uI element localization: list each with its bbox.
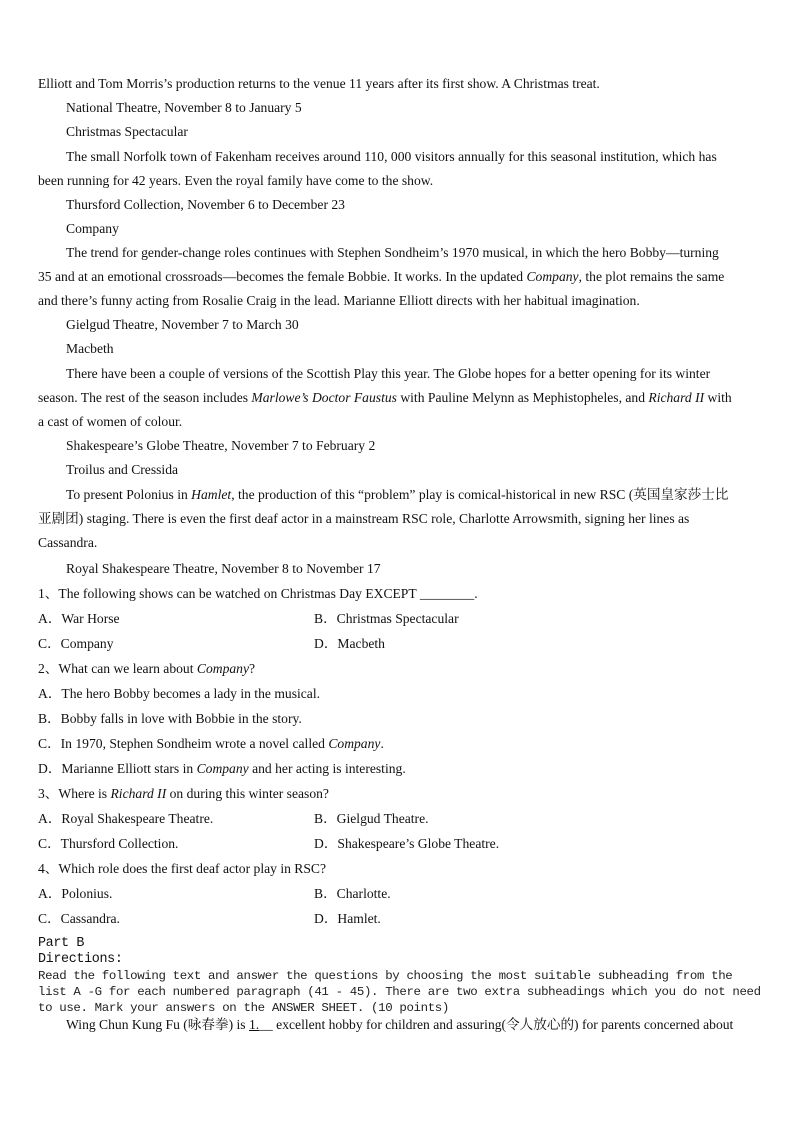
show-venue: National Theatre, November 8 to January 5 [66,100,302,115]
italic-title: Company [196,761,249,776]
passage-line: and there’s funny acting from Rosalie Craig in the lead. Marianne Elliott directs with her habitual imagination. [38,293,640,308]
italic-title: Hamlet [191,487,232,502]
italic-title: Company [328,736,381,751]
q3-option-b: B．Gielgud Theatre. [314,811,429,826]
passage-line: been running for 42 years. Even the royal family have come to the show. [38,173,434,188]
text: , the plot remains the same [578,269,725,284]
text: ? [249,661,256,676]
show-title: Macbeth [66,341,114,356]
text: 2、What can we learn about [38,661,197,676]
show-title: Christmas Spectacular [66,124,188,139]
italic-title: Marlowe’s Doctor Faustus [251,390,397,405]
text: season. The rest of the season includes [38,390,252,405]
q2-option-a: A．The hero Bobby becomes a lady in the musical. [38,686,320,701]
question-2-stem [38,661,255,677]
italic-title: Company [526,269,579,284]
passage-line [66,487,728,503]
part-b-heading: Part B [38,936,85,951]
q2-option-b: B．Bobby falls in love with Bobbie in the story. [38,711,302,726]
q1-option-a: A．War Horse [38,611,120,626]
show-venue: Royal Shakespeare Theatre, November 8 to November 17 [66,561,381,576]
show-title: Company [66,221,119,236]
q3-option-a: A．Royal Shakespeare Theatre. [38,811,214,826]
text: __ excellent hobby for children and assuring(令人放心的) for parents concerned about [259,1017,734,1032]
passage-line: The trend for gender-change roles continues with Stephen Sondheim’s 1970 musical, in which the hero Bobby—turning [66,245,719,260]
passage-line: Elliott and Tom Morris’s production returns to the venue 11 years after its first show. A Christmas treat. [38,76,600,91]
directions-line: list A -G for each numbered paragraph (41 - 45). There are two extra subheadings which you do not need [38,985,761,999]
passage-line: a cast of women of colour. [38,414,183,429]
q1-option-b: B．Christmas Spectacular [314,611,459,626]
show-title: Troilus and Cressida [66,462,179,477]
q3-option-d: D．Shakespeare’s Globe Theatre. [314,836,500,851]
text: C．In 1970, Stephen Sondheim wrote a novel called [38,736,329,751]
text: with [704,390,732,405]
directions-line: Read the following text and answer the questions by choosing the most suitable subheading from the [38,969,733,983]
q4-option-c: C．Cassandra. [38,911,120,926]
italic-title: Company [196,661,250,676]
show-venue: Gielgud Theatre, November 7 to March 30 [66,317,299,332]
text: with Pauline Melynn as Mephistopheles, and [396,390,649,405]
q4-option-d: D．Hamlet. [314,911,381,926]
text: on during this winter season? [166,786,329,801]
q1-option-d: D．Macbeth [314,636,385,651]
question-3-stem [38,786,329,802]
text: 35 and at an emotional crossroads—becomes the female Bobbie. It works. In the updated [38,269,527,284]
blank-number: 1. [248,1017,260,1032]
text: and her acting is interesting. [248,761,406,776]
passage-line [66,1017,733,1033]
text: To present Polonius in [66,487,192,502]
italic-title: Richard II [110,786,167,801]
text: Wing Chun Kung Fu (咏春拳) is [66,1017,249,1032]
q2-option-d [38,761,406,777]
q3-option-c: C．Thursford Collection. [38,836,179,851]
directions-heading: Directions: [38,952,123,967]
question-1-stem: 1、The following shows can be watched on Christmas Day EXCEPT ________. [38,586,478,601]
passage-line: 亚剧团) staging. There is even the first deaf actor in a mainstream RSC role, Charlotte Arrowsmith, signing her lines as [38,511,690,526]
show-venue: Shakespeare’s Globe Theatre, November 7 to February 2 [66,438,376,453]
text: . [380,736,384,751]
passage-line [38,269,724,285]
passage-line: The small Norfolk town of Fakenham receives around 110, 000 visitors annually for this seasonal institution, which has [66,149,717,164]
text: D．Marianne Elliott stars in [38,761,197,776]
directions-line: to use. Mark your answers on the ANSWER SHEET. (10 points) [38,1001,449,1015]
q4-option-a: A．Polonius. [38,886,113,901]
question-4-stem: 4、Which role does the first deaf actor play in RSC? [38,861,327,876]
q2-option-c [38,736,384,752]
q4-option-b: B．Charlotte. [314,886,391,901]
passage-line [38,390,732,406]
q1-option-c: C．Company [38,636,114,651]
text: 3、Where is [38,786,111,801]
show-venue: Thursford Collection, November 6 to December 23 [66,197,345,212]
passage-line: There have been a couple of versions of the Scottish Play this year. The Globe hopes for a better opening for its winter [66,366,711,381]
text: , the production of this “problem” play is comical-historical in new RSC (英国皇家莎士比 [231,487,729,502]
passage-line: Cassandra. [38,535,98,550]
italic-title: Richard II [648,390,705,405]
